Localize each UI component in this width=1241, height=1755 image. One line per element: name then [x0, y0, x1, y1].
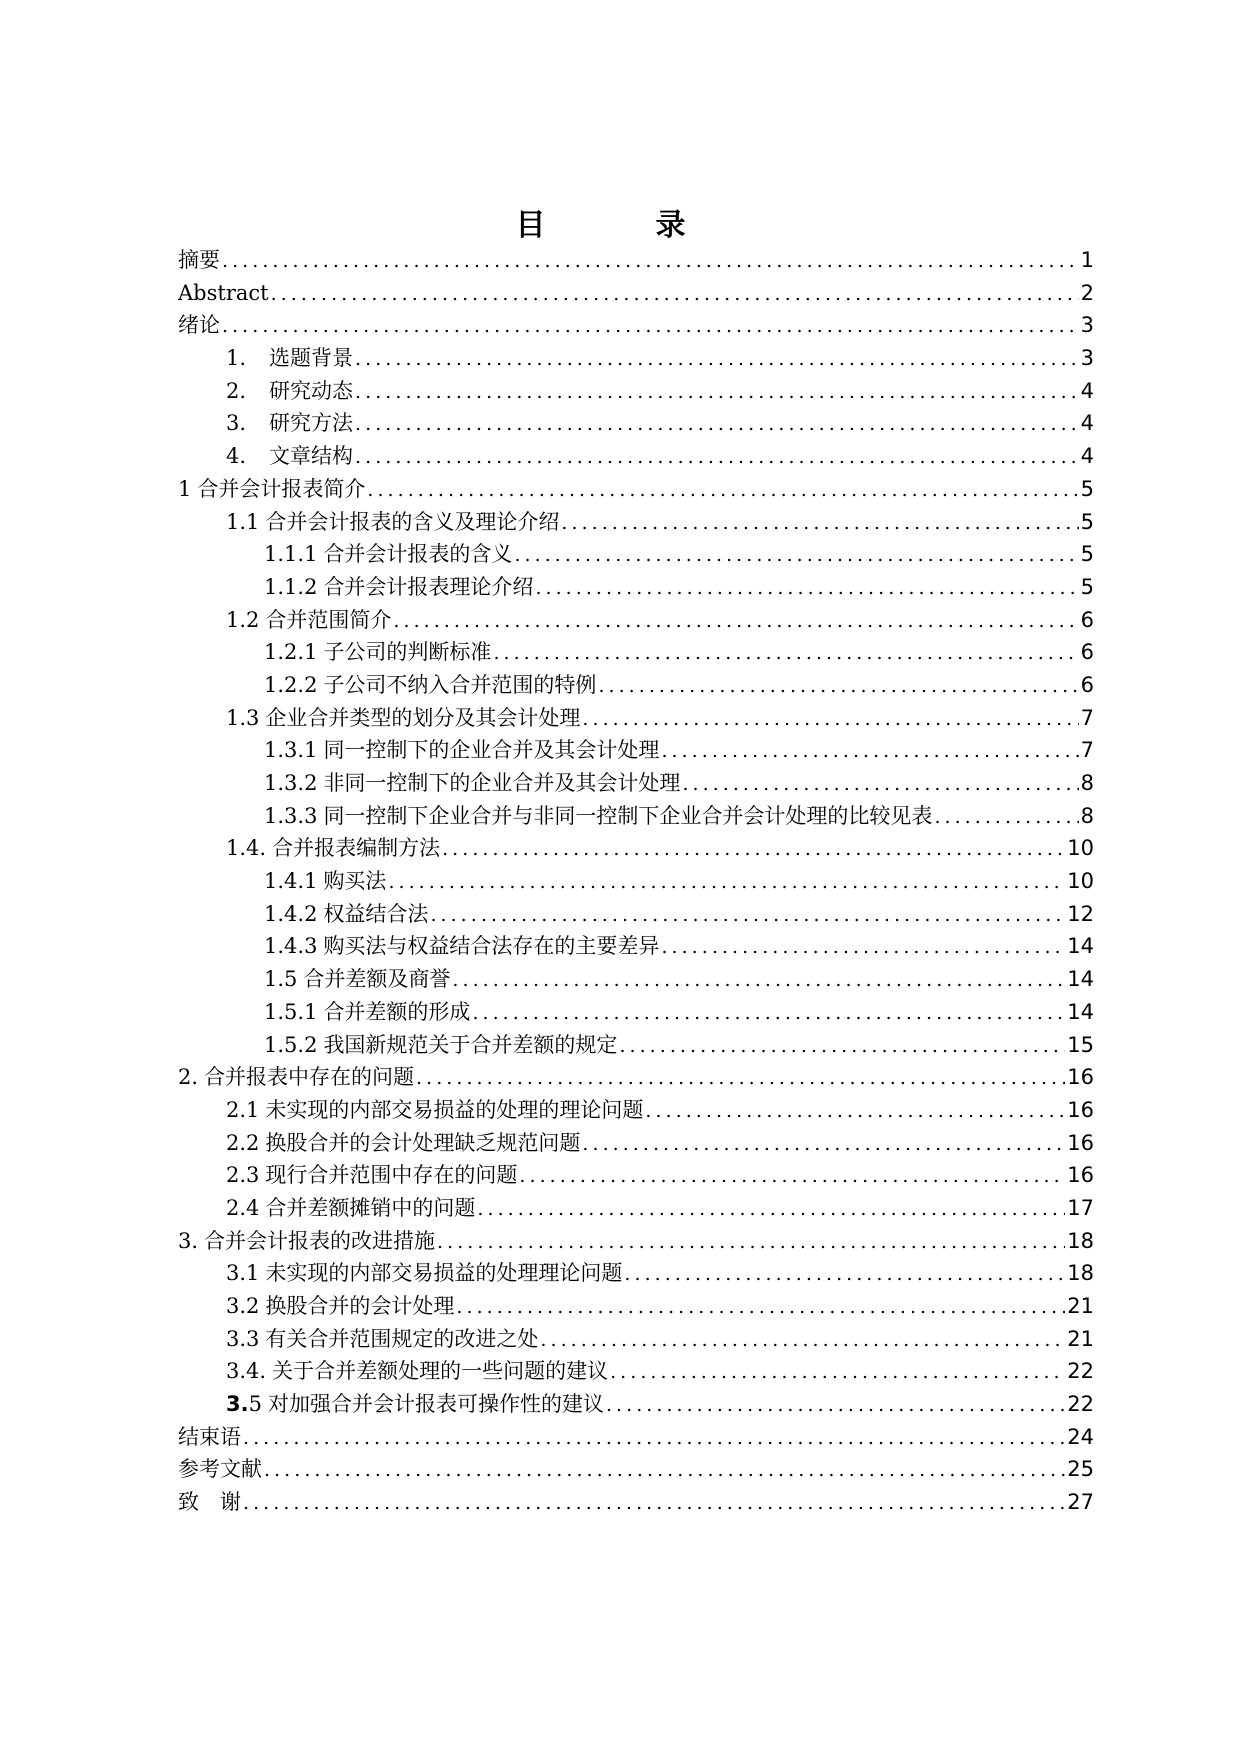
toc-entry-label: 合并会计报表的含义 [323, 542, 513, 567]
toc-entry-label: 关于合并差额处理的一些问题的建议 [272, 1359, 609, 1384]
toc-page-number: 4 [1080, 444, 1094, 469]
toc-page-number: 21 [1067, 1294, 1094, 1318]
toc-dot-leader [645, 1094, 1065, 1128]
toc-entry-label: 结束语 [178, 1424, 241, 1449]
toc-entry-label: 非同一控制下的企业合并及其会计处理 [323, 771, 681, 795]
toc-page-number: 3 [1080, 313, 1094, 338]
toc-entry[interactable] [178, 1290, 1094, 1323]
toc-page-number: 8 [1080, 803, 1094, 828]
toc-entry[interactable] [178, 702, 1094, 735]
toc-page-number: 5 [1080, 542, 1094, 567]
toc-dot-leader [598, 669, 1078, 703]
toc-page-number: 24 [1067, 1424, 1094, 1449]
toc-entry-label: 文章结构 [269, 444, 354, 469]
toc-page-number: 16 [1067, 1097, 1094, 1122]
toc-entry[interactable] [178, 1421, 1094, 1454]
toc-entry[interactable] [178, 571, 1094, 604]
toc-dot-leader [514, 538, 1078, 572]
toc-entry[interactable] [178, 767, 1094, 800]
toc-page-number: 22 [1067, 1359, 1094, 1384]
toc-page-number: 5 [1080, 476, 1094, 501]
toc-entry-label: 合并范围简介 [265, 607, 392, 632]
toc-page-number: 2 [1080, 280, 1094, 305]
toc-dot-leader [243, 1421, 1065, 1455]
toc-entry[interactable] [178, 865, 1094, 898]
toc-entry[interactable] [178, 1159, 1094, 1192]
toc-page-number: 12 [1067, 901, 1094, 926]
toc-entry-label: 子公司的判断标准 [323, 640, 492, 665]
toc-dot-leader [430, 898, 1065, 932]
toc-entry-number: 1.1.2 [264, 574, 318, 599]
toc-entry-number: 1.2.2 [264, 672, 318, 697]
toc-entry-number: 3.5 [226, 1392, 262, 1417]
toc-entry[interactable] [178, 244, 1094, 277]
toc-dot-leader [540, 1323, 1065, 1357]
toc-entry-label: 有关合并范围规定的改进之处 [265, 1326, 539, 1351]
toc-entry-label: 企业合并类型的划分及其会计处理 [265, 705, 581, 730]
toc-entry-label: 合并会计报表的改进措施 [204, 1228, 436, 1253]
toc-entry-label: 现行合并范围中存在的问题 [265, 1163, 518, 1188]
toc-dot-leader [582, 1127, 1065, 1161]
toc-dot-leader [367, 473, 1078, 507]
toc-entry-label: Abstract [178, 280, 269, 305]
toc-dot-leader [355, 440, 1079, 474]
toc-entry-number: 2.3 [226, 1163, 260, 1188]
toc-dot-leader [610, 1355, 1065, 1389]
toc-entry-label: 购买法与权益结合法存在的主要差异 [323, 934, 660, 959]
toc-entry[interactable] [178, 1225, 1094, 1258]
toc-entry[interactable] [178, 1323, 1094, 1356]
toc-entry[interactable] [178, 309, 1094, 342]
toc-entry-number: 2. [226, 378, 247, 403]
toc-page-number: 15 [1067, 1032, 1094, 1057]
toc-entry-label: 换股合并的会计处理 [265, 1294, 455, 1318]
toc-dot-leader [493, 636, 1078, 670]
toc-page-number: 5 [1080, 509, 1094, 534]
toc-entry-label: 合并差额及商誉 [303, 967, 451, 992]
toc-page-number: 6 [1080, 672, 1094, 697]
toc-entry-number: 1. [226, 346, 247, 371]
toc-entry-number: 1.2 [226, 607, 260, 632]
toc-entry[interactable] [178, 1061, 1094, 1094]
toc-entry-label: 研究动态 [269, 378, 354, 403]
toc-dot-leader [619, 1029, 1065, 1063]
toc-entry[interactable] [178, 440, 1094, 473]
toc-entry-number: 2.4 [226, 1195, 260, 1220]
toc-page-number: 16 [1067, 1065, 1094, 1090]
toc-page-number: 5 [1080, 574, 1094, 599]
toc-page-number: 27 [1067, 1490, 1094, 1515]
toc-entry[interactable] [178, 930, 1094, 963]
toc-dot-leader [456, 1290, 1065, 1324]
toc-entry-number: 1.3.1 [264, 738, 318, 763]
toc-entry[interactable] [178, 1029, 1094, 1062]
toc-page-number: 4 [1080, 411, 1094, 436]
toc-entry-number: 1.5 [264, 967, 298, 992]
toc-entry[interactable] [178, 832, 1094, 865]
toc-entry-number: 2. [178, 1065, 199, 1090]
toc-entry-number: 1.3 [226, 705, 260, 730]
toc-dot-leader [355, 375, 1079, 409]
toc-page-number: 18 [1067, 1261, 1094, 1286]
toc-entry-number: 1.5.1 [264, 999, 318, 1024]
toc-entry[interactable] [178, 1094, 1094, 1127]
toc-dot-leader [355, 407, 1079, 441]
toc-page-number: 6 [1080, 640, 1094, 665]
toc-dot-leader [582, 702, 1078, 736]
toc-entry-number: 1.4.3 [264, 934, 318, 959]
toc-entry-number: 1.5.2 [264, 1032, 318, 1057]
toc-page-number: 10 [1067, 869, 1094, 894]
toc-entry[interactable] [178, 963, 1094, 996]
toc-entry-label: 未实现的内部交易损益的处理理论问题 [265, 1261, 623, 1286]
toc-dot-leader [264, 1453, 1065, 1487]
toc-dot-leader [661, 734, 1078, 768]
toc-page-number: 16 [1067, 1130, 1094, 1155]
toc-entry-number: 1.1.1 [264, 542, 318, 567]
toc-entry-label: 绪论 [178, 313, 220, 338]
toc-entry-number: 2.1 [226, 1097, 260, 1122]
toc-dot-leader [388, 865, 1065, 899]
toc-entry-label: 研究方法 [269, 411, 354, 436]
toc-entry[interactable] [178, 473, 1094, 506]
toc-entry[interactable] [178, 342, 1094, 375]
toc-entry-label: 对加强合并会计报表可操作性的建议 [267, 1392, 604, 1417]
toc-dot-leader [243, 1486, 1065, 1520]
toc-entry[interactable] [178, 898, 1094, 931]
toc-entry[interactable] [178, 1257, 1094, 1290]
toc-entry[interactable] [178, 277, 1094, 310]
toc-entry-label: 合并会计报表理论介绍 [323, 574, 534, 599]
toc-entry[interactable] [178, 375, 1094, 408]
toc-entry-label: 摘要 [178, 248, 220, 272]
toc-dot-leader [442, 832, 1065, 866]
toc-entry[interactable] [178, 1127, 1094, 1160]
toc-page-number: 22 [1067, 1392, 1094, 1417]
toc-dot-leader [519, 1159, 1065, 1193]
toc-entry-number: 2.2 [226, 1130, 260, 1155]
toc-dot-leader [682, 767, 1078, 801]
toc-entry[interactable] [178, 734, 1094, 767]
toc-page-number: 7 [1080, 738, 1094, 763]
table-of-contents [178, 244, 1094, 1519]
toc-entry-number: 3.4. [226, 1359, 267, 1384]
toc-entry-number: 3. [226, 411, 247, 436]
toc-entry[interactable] [178, 996, 1094, 1029]
toc-dot-leader [222, 244, 1079, 278]
toc-entry-label: 未实现的内部交易损益的处理的理论问题 [265, 1097, 644, 1122]
toc-entry-label: 换股合并的会计处理缺乏规范问题 [265, 1130, 581, 1155]
toc-entry[interactable] [178, 1388, 1094, 1421]
toc-dot-leader [222, 309, 1079, 343]
toc-entry-label: 合并差额摊销中的问题 [265, 1195, 476, 1220]
toc-page-number: 17 [1067, 1195, 1094, 1220]
toc-entry[interactable] [178, 538, 1094, 571]
toc-dot-leader [355, 342, 1079, 376]
toc-page-number: 21 [1067, 1326, 1094, 1351]
toc-entry-number: 1.4.1 [264, 869, 318, 894]
toc-page-number: 16 [1067, 1163, 1094, 1188]
toc-dot-leader [606, 1388, 1065, 1422]
toc-entry-label: 合并报表中存在的问题 [204, 1065, 415, 1090]
toc-entry-label: 子公司不纳入合并范围的特例 [323, 672, 597, 697]
toc-entry-number: 3.3 [226, 1326, 260, 1351]
toc-entry-number: 1.4.2 [264, 901, 318, 926]
toc-entry[interactable] [178, 636, 1094, 669]
toc-entry-number: 1.3.3 [264, 803, 318, 828]
toc-entry[interactable] [178, 669, 1094, 702]
toc-entry[interactable] [178, 800, 1094, 833]
toc-dot-leader [271, 277, 1079, 311]
toc-entry-number: 1.2.1 [264, 640, 318, 665]
toc-entry-label: 参考文献 [178, 1457, 262, 1482]
toc-dot-leader [452, 963, 1065, 997]
toc-entry[interactable] [178, 1192, 1094, 1225]
toc-page-number: 10 [1067, 836, 1094, 861]
toc-page-number: 7 [1080, 705, 1094, 730]
toc-entry-number: 3.1 [226, 1261, 260, 1286]
toc-dot-leader [437, 1225, 1065, 1259]
toc-entry[interactable] [178, 1355, 1094, 1388]
toc-dot-leader [661, 930, 1065, 964]
toc-entry-label: 选题背景 [269, 346, 354, 371]
toc-dot-leader [624, 1257, 1065, 1291]
toc-entry-label: 合并差额的形成 [323, 999, 471, 1024]
toc-dot-leader [535, 571, 1078, 605]
toc-entry-label: 我国新规范关于合并差额的规定 [323, 1032, 618, 1057]
toc-entry[interactable] [178, 407, 1094, 440]
toc-entry[interactable] [178, 1453, 1094, 1486]
toc-page-number: 25 [1067, 1457, 1094, 1482]
toc-entry[interactable] [178, 1486, 1094, 1519]
toc-page-number: 14 [1067, 967, 1094, 992]
toc-dot-leader [393, 604, 1078, 638]
toc-entry-number: 1.1 [226, 509, 260, 534]
toc-entry-label: 合并会计报表简介 [197, 476, 366, 501]
toc-entry-label: 合并报表编制方法 [272, 836, 441, 861]
toc-page-number: 8 [1080, 771, 1094, 795]
toc-entry-number: 1.4. [226, 836, 267, 861]
toc-dot-leader [561, 506, 1078, 540]
toc-dot-leader [416, 1061, 1065, 1095]
toc-entry-number: 3. [178, 1228, 199, 1253]
toc-dot-leader [472, 996, 1065, 1030]
toc-entry-number: 4. [226, 444, 247, 469]
toc-entry[interactable] [178, 506, 1094, 539]
toc-entry-label: 同一控制下企业合并与非同一控制下企业合并会计处理的比较见表 [323, 803, 933, 828]
toc-entry-label: 致 谢 [178, 1490, 241, 1515]
toc-entry-label: 同一控制下的企业合并及其会计处理 [323, 738, 660, 763]
toc-entry-label: 权益结合法 [323, 901, 429, 926]
toc-dot-leader [934, 800, 1078, 834]
toc-entry[interactable] [178, 604, 1094, 637]
toc-entry-number: 1.3.2 [264, 771, 318, 795]
toc-page-number: 18 [1067, 1228, 1094, 1253]
toc-entry-label: 合并会计报表的含义及理论介绍 [265, 509, 560, 534]
toc-page-number: 1 [1080, 248, 1094, 272]
toc-page-number: 6 [1080, 607, 1094, 632]
toc-page-number: 14 [1067, 999, 1094, 1024]
toc-entry-number: 1 [178, 476, 192, 501]
toc-entry-number: 3.2 [226, 1294, 260, 1318]
toc-title: 目 录 [515, 208, 726, 243]
toc-dot-leader [477, 1192, 1065, 1226]
toc-page-number: 3 [1080, 346, 1094, 371]
toc-entry-label: 购买法 [323, 869, 387, 894]
toc-page-number: 4 [1080, 378, 1094, 403]
toc-page-number: 14 [1067, 934, 1094, 959]
